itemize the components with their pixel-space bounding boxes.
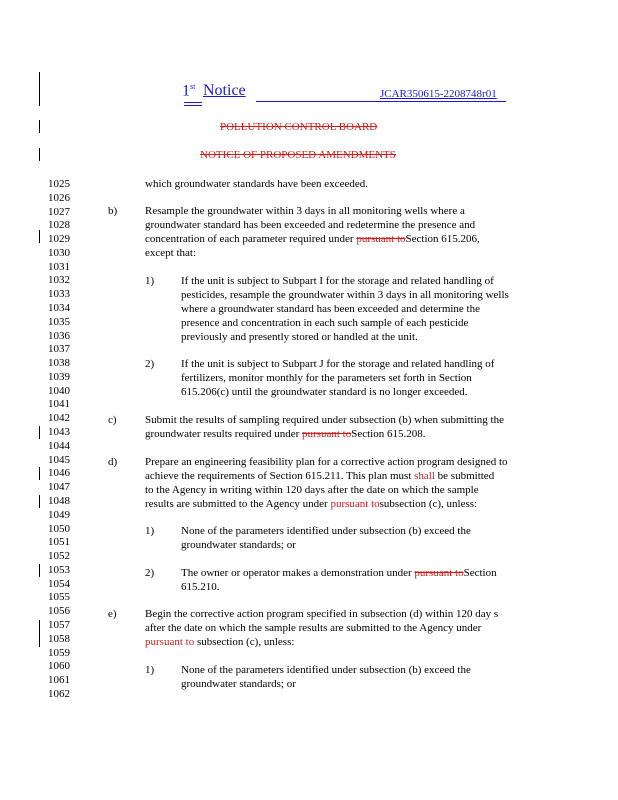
line-number: 1032 — [48, 274, 70, 287]
text-line: pesticides, resample the groundwater within 3 days in all monitoring wells — [181, 289, 509, 301]
text-line: None of the parameters identified under subsection (b) exceed the — [181, 664, 471, 676]
line-number: 1034 — [48, 302, 70, 315]
deleted-text: pursuant to — [302, 428, 352, 440]
line-number: 1026 — [48, 191, 70, 204]
line-number: 1044 — [48, 439, 70, 452]
line-number: 1036 — [48, 329, 70, 342]
notice-double-underline — [184, 105, 202, 106]
text-line: Begin the corrective action program specified in subsection (d) within 120 day s — [145, 608, 499, 620]
line-number: 1045 — [48, 453, 70, 466]
line-number: 1041 — [48, 398, 70, 411]
line-number: 1054 — [48, 577, 70, 590]
text-line: Prepare an engineering feasibility plan for a corrective action program designed to — [145, 456, 508, 468]
text-line: Submit the results of sampling required under subsection (b) when submitting the — [145, 414, 504, 426]
item-label-d1: 1) — [145, 525, 155, 537]
text-line: groundwater standard has been exceeded and redetermine the presence and — [145, 219, 476, 231]
document-id: JCAR350615-2208748r01 — [380, 88, 497, 100]
inserted-text: shall — [414, 470, 435, 482]
line-number: 1025 — [48, 178, 70, 190]
notice-word: Notice — [203, 82, 246, 99]
text-line: If the unit is subject to Subpart I for the storage and related handling of — [181, 275, 494, 287]
change-bar — [39, 72, 40, 106]
notice-number: 1st — [182, 82, 196, 100]
item-label-b2: 2) — [145, 358, 155, 370]
item-label-b1: 1) — [145, 275, 155, 287]
line-number: 1062 — [48, 687, 70, 700]
line-number: 1057 — [48, 618, 70, 631]
line-number: 1028 — [48, 219, 70, 232]
change-bar — [39, 495, 40, 508]
notice-double-underline — [184, 102, 202, 103]
notice-underline — [256, 101, 506, 102]
line-number: 1059 — [48, 646, 70, 659]
text-line: achieve the requirements of Section 615.211. This plan must shall be submitted — [145, 470, 495, 482]
line-number: 1058 — [48, 632, 70, 645]
text-line: results are submitted to the Agency under pursuant tosubsection (c), unless: — [145, 498, 478, 510]
line-number: 1033 — [48, 288, 70, 301]
text-line: where a groundwater standard has been exceeded and determine the — [181, 303, 480, 315]
change-bar — [39, 564, 40, 577]
line-number: 1035 — [48, 315, 70, 328]
text-line: presence and concentration in each such sample of each pesticide — [181, 317, 469, 329]
item-label-e1: 1) — [145, 664, 155, 676]
item-label-e: e) — [108, 608, 117, 620]
notice-title: NOTICE OF PROPOSED AMENDMENTS — [200, 149, 396, 161]
item-label-b: b) — [108, 205, 118, 217]
text-line: to the Agency in writing within 120 days after the date on which the sample — [145, 484, 479, 496]
item-label-c: c) — [108, 414, 117, 426]
line-number: 1042 — [48, 412, 70, 425]
text-line: pursuant to subsection (c), unless: — [145, 636, 295, 648]
line-number: 1038 — [48, 357, 70, 370]
change-bar — [39, 120, 40, 133]
line-number: 1061 — [48, 674, 70, 687]
item-label-d2: 2) — [145, 567, 155, 579]
line-number: 1052 — [48, 550, 70, 563]
line-number: 1040 — [48, 384, 70, 397]
inserted-text: pursuant to — [145, 636, 195, 648]
line-number: 1043 — [48, 426, 70, 439]
line-number: 1048 — [48, 494, 70, 507]
deleted-text: pursuant to — [356, 233, 406, 245]
text-line: groundwater results required under pursuant toSection 615.208. — [145, 428, 426, 440]
text-line: groundwater standards; or — [181, 539, 296, 551]
line-number: 1027 — [48, 205, 70, 218]
line-number: 1060 — [48, 660, 70, 673]
text-line: The owner or operator makes a demonstration under pursuant toSection — [181, 567, 497, 579]
text-line: fertilizers, monitor monthly for the parameters set forth in Section — [181, 372, 472, 384]
text-line: previously and presently stored or handled at the unit. — [181, 331, 418, 343]
line-number: 1046 — [48, 467, 70, 480]
line-number: 1051 — [48, 536, 70, 549]
text-line: after the date on which the sample results are submitted to the Agency under — [145, 622, 482, 634]
line-number: 1049 — [48, 508, 70, 521]
text-line: except that: — [145, 247, 197, 259]
line-number: 1050 — [48, 522, 70, 535]
line-number: 1031 — [48, 260, 70, 273]
text-line: If the unit is subject to Subpart J for the storage and related handling of — [181, 358, 495, 370]
text-line: groundwater standards; or — [181, 678, 296, 690]
text-line: 615.206(c) until the groundwater standard is no longer exceeded. — [181, 386, 468, 398]
line-number: 1047 — [48, 481, 70, 494]
line-number: 1030 — [48, 246, 70, 259]
text-line: None of the parameters identified under subsection (b) exceed the — [181, 525, 471, 537]
line-number: 1037 — [48, 343, 70, 356]
change-bar — [39, 467, 40, 480]
change-bar — [39, 148, 40, 161]
line-number: 1053 — [48, 563, 70, 576]
line-number: 1039 — [48, 370, 70, 383]
board-title: POLLUTION CONTROL BOARD — [220, 121, 378, 133]
change-bar — [39, 426, 40, 439]
inserted-text: pursuant to — [330, 498, 380, 510]
change-bar — [39, 620, 40, 647]
line-number: 1056 — [48, 605, 70, 618]
text-line: 615.210. — [181, 581, 220, 593]
line-number: 1055 — [48, 591, 70, 604]
text-line: Resample the groundwater within 3 days in all monitoring wells where a — [145, 205, 465, 217]
text-line: which groundwater standards have been exceeded. — [145, 178, 368, 190]
item-label-d: d) — [108, 456, 118, 468]
deleted-text: pursuant to — [414, 567, 464, 579]
line-number: 1029 — [48, 233, 70, 246]
text-line: concentration of each parameter required under pursuant toSection 615.206, — [145, 233, 480, 245]
change-bar — [39, 230, 40, 243]
